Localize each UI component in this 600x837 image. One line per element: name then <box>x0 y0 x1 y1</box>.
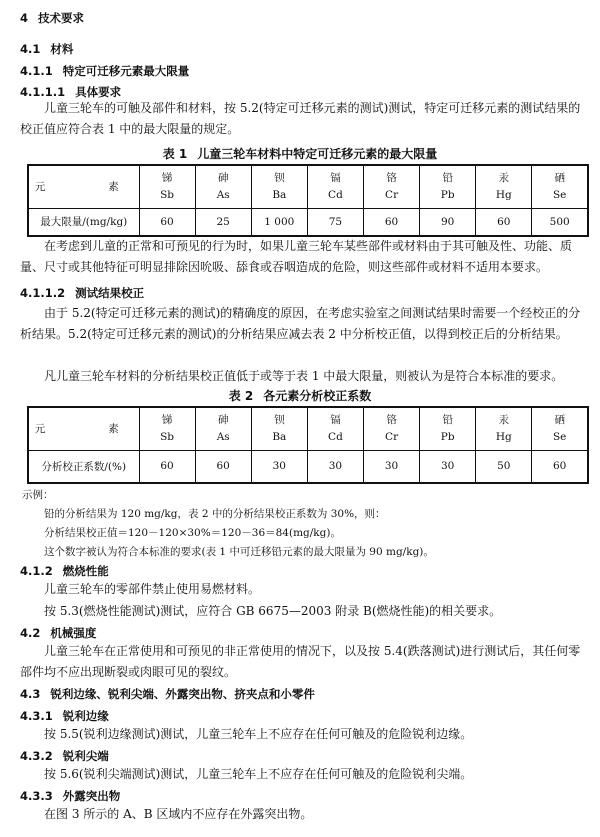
table2-cell: 30 <box>420 450 476 483</box>
heading-title: 燃烧性能 <box>62 564 109 578</box>
table2-caption <box>0 387 600 404</box>
paragraph-sharp-edges: 按 5.5(锐利边缘测试)测试，儿童三轮车上不应存在任何可触及的危险锐利边缘。 <box>44 727 473 741</box>
heading-number: 4.3.2 <box>20 749 53 763</box>
table1-cell: 75 <box>307 208 363 236</box>
table2-header-cell: 铅 Pb <box>420 407 476 450</box>
heading-number: 4.1.1.1 <box>20 85 66 99</box>
heading-number: 4.3.3 <box>20 789 53 803</box>
table2-header-row <box>28 407 588 450</box>
table2-header-cell: 硒 Se <box>532 407 588 450</box>
heading-number: 4.1.1.2 <box>20 286 66 300</box>
table1-cell: 60 <box>476 208 532 236</box>
table2-header-label: 元 素 <box>28 407 139 450</box>
table1-header-cell: 锑 Sb <box>139 165 195 208</box>
caption-title: 儿童三轮车材料中特定可迁移元素的最大限量 <box>197 147 438 161</box>
table2-header-cell: 汞 Hg <box>476 407 532 450</box>
paragraph-correction: 由于 5.2(特定可迁移元素的测试)的精确度的原因，在考虑实验室之间测试结果时需要一个经校正的分析结果。5.2(特定可迁移元素的测试)的分析结果应减去表 2 中分析校正值，以得到校正后的分析结果。 <box>20 306 581 341</box>
heading-4-2 <box>20 625 96 641</box>
table1-header-cell: 铬 Cr <box>364 165 420 208</box>
table2-cell: 30 <box>307 450 363 483</box>
table1-header-cell: 铅 Pb <box>420 165 476 208</box>
heading-title: 技术要求 <box>38 11 85 25</box>
table2-header-cell: 铬 Cr <box>364 407 420 450</box>
paragraph-protrusions: 在图 3 所示的 A、B 区域内不应存在外露突出物。 <box>44 807 313 821</box>
heading-title: 锐利边缘、锐利尖端、外露突出物、挤夹点和小零件 <box>50 687 315 701</box>
heading-number: 4.1.1 <box>20 64 53 78</box>
table1-cell: 1 000 <box>251 208 307 236</box>
heading-4 <box>20 10 84 26</box>
paragraph-flammability-test: 按 5.3(燃烧性能测试)测试，应符合 GB 6675—2003 附录 B(燃烧性能)的相关要求。 <box>44 604 502 618</box>
table1-data-row <box>28 208 588 236</box>
example-line-3: 这个数字被认为符合本标准的要求(表 1 中可迁移铅元素的最大限量为 90 mg/kg)。 <box>44 546 434 558</box>
heading-4-1-2 <box>20 563 109 579</box>
table2-header-cell: 锑 Sb <box>139 407 195 450</box>
heading-4-3-2 <box>20 748 109 764</box>
table1-cell: 60 <box>364 208 420 236</box>
heading-title: 特定可迁移元素最大限量 <box>62 64 190 78</box>
heading-title: 外露突出物 <box>62 789 121 803</box>
table1-cell: 90 <box>420 208 476 236</box>
table2-data-row <box>28 450 588 483</box>
heading-4-1-1-2 <box>20 285 144 301</box>
paragraph-compliance: 凡儿童三轮车材料的分析结果校正值低于或等于表 1 中最大限量，则被认为是符合本标准的要求。 <box>44 369 564 383</box>
heading-number: 4.1.2 <box>20 564 53 578</box>
paragraph-exemption: 在考虑到儿童的正常和可预见的行为时，如果儿童三轮车某些部件或材料由于其可触及性、功能、质量、尺寸或其他特征可明显排除因吮吸、舔食或吞咽造成的危险，则这些部件或材料不适用本要求。 <box>20 239 573 274</box>
heading-number: 4.3.1 <box>20 709 53 723</box>
table2-row-label: 分析校正系数/(%) <box>28 450 139 483</box>
paragraph-sharp-points: 按 5.6(锐利尖端测试)测试，儿童三轮车上不应存在任何可触及的危险锐利尖端。 <box>44 767 473 781</box>
table2-header-cell: 钡 Ba <box>251 407 307 450</box>
heading-number: 4.3 <box>20 687 41 701</box>
table1-caption <box>0 145 600 162</box>
table1-cell: 500 <box>532 208 588 236</box>
table2-cell: 30 <box>364 450 420 483</box>
heading-number: 4.2 <box>20 626 41 640</box>
heading-4-1 <box>20 41 73 57</box>
caption-number: 表 2 <box>228 389 254 403</box>
table2-header-cell: 镉 Cd <box>307 407 363 450</box>
table2-cell: 60 <box>532 450 588 483</box>
table1-row-label: 最大限量/(mg/kg) <box>28 208 139 236</box>
table1-header-cell: 钡 Ba <box>251 165 307 208</box>
table2-cell: 30 <box>251 450 307 483</box>
table2-cell: 60 <box>139 450 195 483</box>
table1-header-cell: 砷 As <box>195 165 251 208</box>
table1 <box>27 164 589 237</box>
table1-header-row <box>28 165 588 208</box>
table1-header-cell: 硒 Se <box>532 165 588 208</box>
table1-header-label: 元 素 <box>28 165 139 208</box>
table1-cell: 25 <box>195 208 251 236</box>
paragraph-requirement: 儿童三轮车的可触及部件和材料，按 5.2(特定可迁移元素的测试)测试，特定可迁移元素的测试结果的校正值应符合表 1 中的最大限量的规定。 <box>20 101 581 136</box>
heading-title: 材料 <box>50 42 74 56</box>
table1-cell: 60 <box>139 208 195 236</box>
heading-title: 锐利边缘 <box>62 709 109 723</box>
example-line-1: 铅的分析结果为 120 mg/kg，表 2 中的分析结果校正系数为 30%，则： <box>44 508 386 520</box>
paragraph-mechanical: 儿童三轮车在正常使用和可预见的非正常使用的情况下，以及按 5.4(跌落测试)进行测试后，其任何零部件均不应出现断裂或肉眼可见的裂纹。 <box>20 644 581 679</box>
caption-number: 表 1 <box>162 147 188 161</box>
heading-title: 测试结果校正 <box>75 286 145 300</box>
heading-title: 机械强度 <box>50 626 97 640</box>
table2 <box>27 406 589 484</box>
heading-4-3-1 <box>20 708 109 724</box>
heading-title: 具体要求 <box>75 85 122 99</box>
heading-4-1-1 <box>20 63 189 79</box>
example-label: 示例： <box>22 489 54 501</box>
heading-number: 4 <box>20 11 29 25</box>
paragraph-flammable: 儿童三轮车的零部件禁止使用易燃材料。 <box>44 582 261 596</box>
table2-cell: 60 <box>195 450 251 483</box>
table1-header-cell: 汞 Hg <box>476 165 532 208</box>
heading-number: 4.1 <box>20 42 41 56</box>
heading-title: 锐利尖端 <box>62 749 109 763</box>
caption-title: 各元素分析校正系数 <box>263 389 372 403</box>
heading-4-3 <box>20 686 315 702</box>
heading-4-3-3 <box>20 788 120 804</box>
example-line-2: 分析结果校正值＝120－120×30%＝120－36＝84(mg/kg)。 <box>44 527 341 539</box>
table2-header-cell: 砷 As <box>195 407 251 450</box>
table2-cell: 50 <box>476 450 532 483</box>
table1-header-cell: 镉 Cd <box>307 165 363 208</box>
